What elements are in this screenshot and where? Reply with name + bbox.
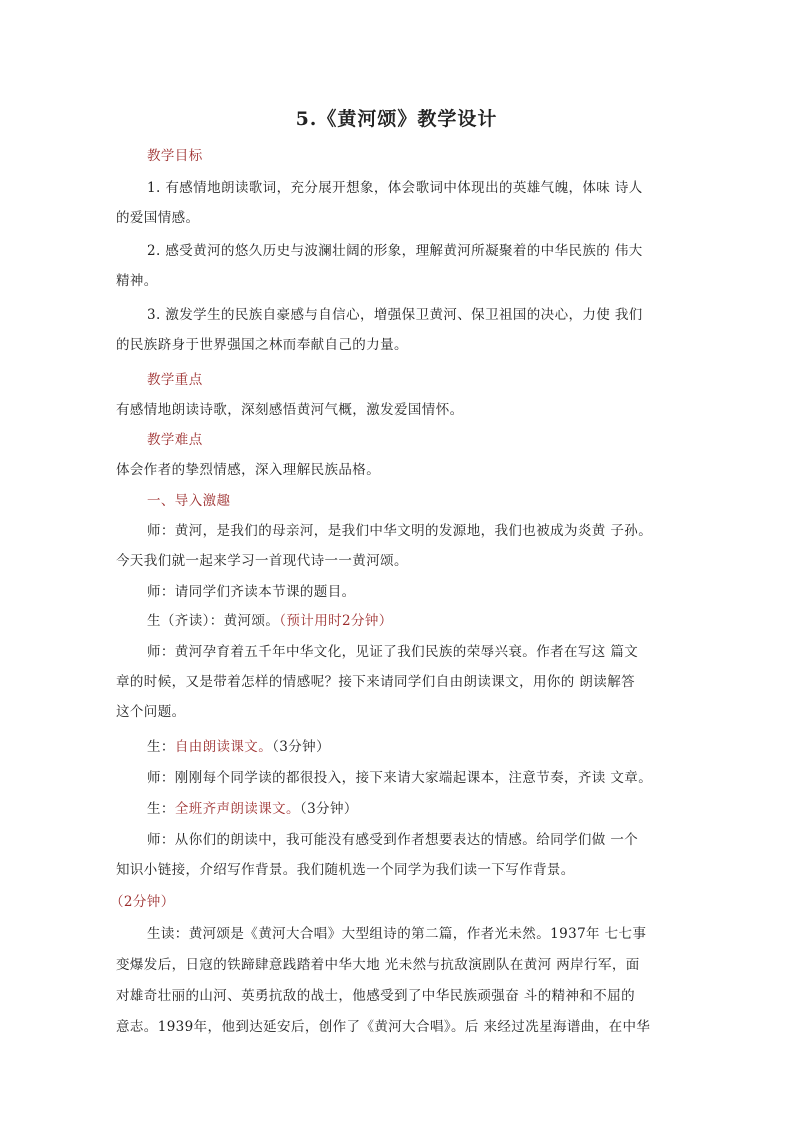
paragraph-7-time: （3分钟） <box>299 801 358 817</box>
paragraph-9-line-4: 意志。1939年，他到达延安后，创作了《黄河大合唱》。后 来经过冼星海谱曲，在中华 <box>116 1019 651 1035</box>
paragraph-7 <box>147 797 358 817</box>
paragraph-5-label: 生： <box>147 739 175 755</box>
paragraph-5-time: （3分钟） <box>272 739 330 755</box>
key-points-text: 有感情地朗读诗歌，深刻感悟黄河气概，激发爱国情怀。 <box>116 402 464 418</box>
paragraph-2: 师：请同学们齐读本节课的题目。 <box>147 584 356 600</box>
paragraph-4-line-2: 章的时候，又是带着怎样的情感呢？接下来请同学们自由朗读课文，用你的 朗读解答 <box>116 674 635 690</box>
paragraph-3-note: （预计用时2分钟） <box>279 613 393 629</box>
goal-3-line-2: 的民族跻身于世界强国之林而奉献自己的力量。 <box>116 337 408 353</box>
paragraph-7-text: 全班齐声朗读课文。 <box>174 801 300 817</box>
goal-1-line-2: 的爱国情感。 <box>116 210 200 226</box>
paragraph-5-text: 自由朗读课文。 <box>174 739 273 755</box>
goal-2-line-2: 精神。 <box>116 273 158 289</box>
paragraph-6: 师：刚刚每个同学读的都很投入，接下来请大家端起课本，注意节奏，齐读 文章。 <box>147 770 653 786</box>
difficulties-heading: 教学难点 <box>147 432 203 448</box>
paragraph-8-time: （2分钟） <box>110 894 175 910</box>
paragraph-1-line-2: 今天我们就一起来学习一首现代诗一一黄河颂。 <box>116 553 408 569</box>
key-points-heading: 教学重点 <box>147 372 203 388</box>
paragraph-3-text: 生（齐读）：黄河颂。 <box>147 613 280 629</box>
difficulties-text: 体会作者的挚烈情感，深入理解民族品格。 <box>116 462 381 478</box>
paragraph-4-line-1: 师：黄河孕育着五千年中华文化，见证了我们民族的荣辱兴衰。作者在写这 篇文 <box>147 644 639 660</box>
paragraph-8-line-2: 知识小链接，介绍写作背景。我们随机选一个同学为我们读一下写作背景。 <box>116 862 575 878</box>
paragraph-9-line-3: 对雄奇壮丽的山河、英勇抗敌的战士，他感受到了中华民族顽强奋 斗的精神和不屈的 <box>116 988 635 1004</box>
goals-heading: 教学目标 <box>147 148 203 164</box>
paragraph-3 <box>147 609 393 629</box>
goal-1-line-1: 1. 有感情地朗读歌词，充分展开想象，体会歌词中体现出的英雄气魄，体味 诗人 <box>147 180 643 196</box>
paragraph-1-line-1: 师：黄河，是我们的母亲河，是我们中华文明的发源地，我们也被成为炎黄 子孙。 <box>147 523 653 539</box>
paragraph-5 <box>147 735 330 755</box>
section-1-heading: 一、导入激趣 <box>147 493 231 509</box>
paragraph-7-label: 生： <box>147 801 175 817</box>
goal-2-line-1: 2. 感受黄河的悠久历史与波澜壮阔的形象，理解黄河所凝聚着的中华民族的 伟大 <box>147 243 643 259</box>
paragraph-8-line-1: 师：从你们的朗读中，我可能没有感受到作者想要表达的情感。给同学们做 一个 <box>147 832 639 848</box>
paragraph-4-line-3: 这个问题。 <box>116 704 186 720</box>
paragraph-9-line-1: 生读：黄河颂是《黄河大合唱》大型组诗的第二篇，作者光未然。1937年 七七事 <box>147 926 647 942</box>
goal-3-line-1: 3. 激发学生的民族自豪感与自信心，增强保卫黄河、保卫祖国的决心，力使 我们 <box>147 307 643 323</box>
page-title: 5.《黄河颂》教学设计 <box>295 108 498 130</box>
paragraph-9-line-2: 变爆发后，日寇的铁蹄肆意践踏着中华大地 光未然与抗敌演剧队在黄河 两岸行军，面 <box>116 957 640 973</box>
